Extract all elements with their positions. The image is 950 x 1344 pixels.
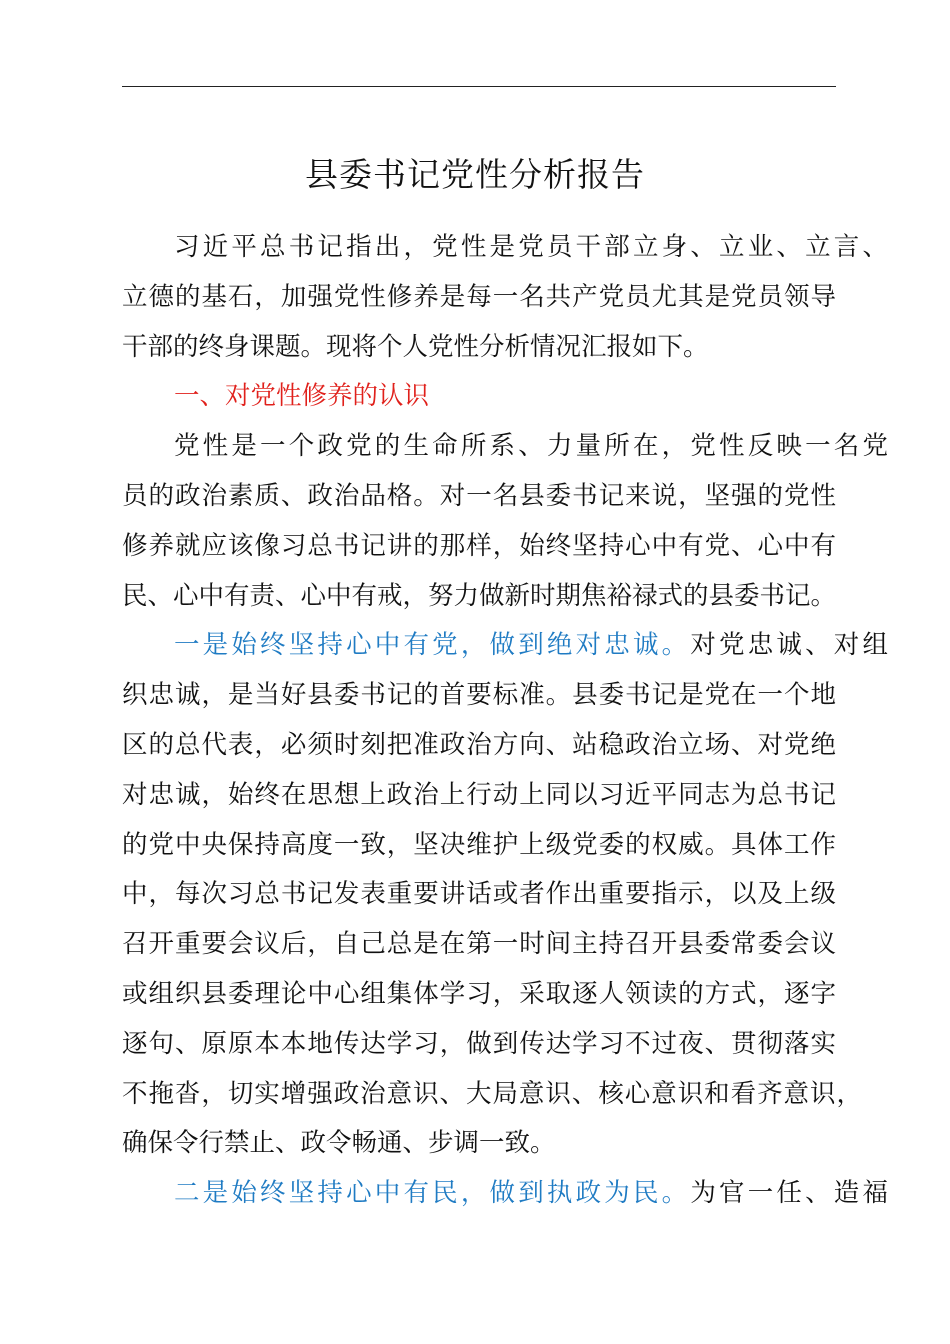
point-one-lead-tail: 对党忠诚、对组: [690, 630, 888, 661]
point-one-line: 召开重要会议后，自己总是在第一时间主持召开县委常委会议: [122, 929, 836, 960]
intro-line: 立德的基石，加强党性修养是每一名共产党员尤其是党员领导: [122, 281, 836, 312]
point-one-line: 不拖沓，切实增强政治意识、大局意识、核心意识和看齐意识，: [122, 1078, 862, 1109]
point-one-line: 区的总代表，必须时刻把准政治方向、站稳政治立场、对党绝: [122, 729, 836, 760]
point-one-lead-line: [122, 621, 888, 671]
point-two-lead: 二是始终坚持心中有民，做到执政为民。: [174, 1178, 691, 1209]
point-one-line: 的党中央保持高度一致，坚决维护上级党委的权威。具体工作: [122, 829, 836, 860]
section-paragraph-line: 民、心中有责、心中有戒，努力做新时期焦裕禄式的县委书记。: [122, 580, 837, 611]
point-two-lead-tail: 为官一任、造福: [690, 1178, 888, 1209]
intro-line: 干部的终身课题。现将个人党性分析情况汇报如下。: [122, 331, 709, 362]
intro-line: 习近平总书记指出，党性是党员干部立身、立业、立言、: [174, 232, 888, 262]
point-one-lead: 一是始终坚持心中有党，做到绝对忠诚。: [174, 630, 691, 661]
document-body: [122, 223, 888, 1219]
point-one-line: 织忠诚，是当好县委书记的首要标准。县委书记是党在一个地: [122, 680, 836, 711]
point-two-lead-line: [122, 1169, 888, 1219]
header-rule: [122, 86, 836, 87]
section-paragraph-line: 员的政治素质、政治品格。对一名县委书记来说，坚强的党性: [122, 480, 836, 511]
section-paragraph-line: 修养就应该像习总书记讲的那样，始终坚持心中有党、心中有: [122, 530, 836, 561]
document-title: 县委书记党性分析报告: [305, 155, 645, 194]
point-one-line: 对忠诚，始终在思想上政治上行动上同以习近平同志为总书记: [122, 779, 836, 810]
section-paragraph-line: 党性是一个政党的生命所系、力量所在，党性反映一名党: [174, 431, 888, 462]
point-one-line: 中，每次习总书记发表重要讲话或者作出重要指示，以及上级: [122, 879, 836, 910]
point-one-line: 逐句、原原本本地传达学习，做到传达学习不过夜、贯彻落实: [122, 1028, 836, 1059]
point-one-line: 确保令行禁止、政令畅通、步调一致。: [122, 1128, 556, 1159]
point-one-line: 或组织县委理论中心组集体学习，采取逐人领读的方式，逐字: [122, 978, 836, 1009]
section-heading: 一、对党性修养的认识: [174, 381, 430, 412]
